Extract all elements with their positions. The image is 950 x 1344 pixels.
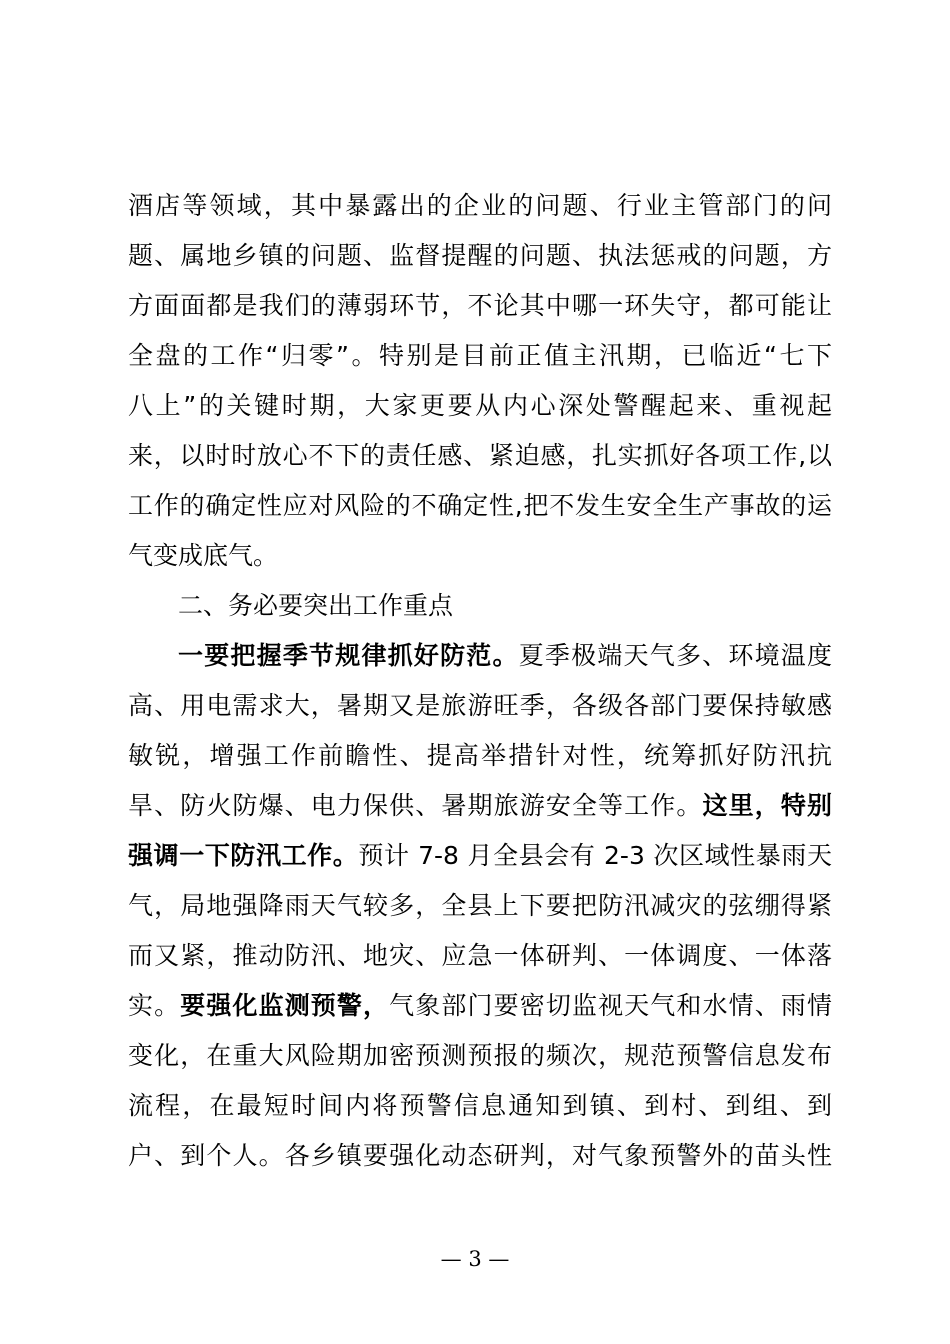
text-line: 题、属地乡镇的问题、监督提醒的问题、执法惩戒的问题，方	[128, 241, 832, 270]
text-segment: 预计 7-8 月全县会有 2-3 次区域性暴雨天	[358, 841, 832, 870]
text-line	[128, 981, 832, 1031]
text-line: 来，以时时放心不下的责任感、紧迫感，扎实抓好各项工作,以	[128, 441, 832, 470]
text-line: 流程，在最短时间内将预警信息通知到镇、到村、到组、到	[128, 1091, 832, 1120]
text-line: 酒店等领域，其中暴露出的企业的问题、行业主管部门的问	[128, 191, 832, 220]
text-line: 工作的确定性应对风险的不确定性,把不发生安全生产事故的运	[128, 491, 832, 520]
text-line: 高、用电需求大，暑期又是旅游旺季，各级各部门要保持敏感	[128, 691, 832, 720]
bold-emphasis-text: 这里，特别	[702, 791, 832, 820]
text-line: 变化，在重大风险期加密预测预报的频次，规范预警信息发布	[128, 1041, 832, 1070]
text-segment: 夏季极端天气多、环境温度	[518, 641, 832, 670]
text-segment: 旱、防火防爆、电力保供、暑期旅游安全等工作。	[128, 791, 703, 820]
document-body	[128, 181, 832, 1181]
text-segment: 实。	[128, 991, 181, 1020]
page-number: — 3 —	[440, 1247, 510, 1271]
text-line: 气变成底气。	[128, 541, 279, 570]
section-heading: 二、务必要突出工作重点	[178, 591, 454, 620]
bold-emphasis-text: 要强化监测预警，	[180, 991, 390, 1020]
text-line: 敏锐，增强工作前瞻性、提高举措针对性，统筹抓好防汛抗	[128, 741, 832, 770]
text-line	[128, 781, 832, 831]
bold-emphasis-text: 强调一下防汛工作。	[128, 841, 359, 870]
paragraph-seasonal-prevention	[128, 631, 832, 1181]
text-line	[128, 831, 832, 881]
text-line	[128, 631, 832, 681]
text-line: 气，局地强降雨天气较多，全县上下要把防汛减灾的弦绷得紧	[128, 891, 832, 920]
text-line: 而又紧，推动防汛、地灾、应急一体研判、一体调度、一体落	[128, 941, 832, 970]
bold-lead-text: 一要把握季节规律抓好防范。	[178, 641, 519, 670]
text-segment: 气象部门要密切监视天气和水情、雨情	[389, 991, 832, 1020]
text-line: 全盘的工作“归零”。特别是目前正值主汛期，已临近“七下	[128, 341, 832, 370]
text-line: 方面面都是我们的薄弱环节，不论其中哪一环失守，都可能让	[128, 291, 832, 320]
text-line: 户、到个人。各乡镇要强化动态研判，对气象预警外的苗头性	[128, 1141, 832, 1170]
paragraph-risk-awareness	[128, 181, 832, 581]
text-line: 八上”的关键时期，大家更要从内心深处警醒起来、重视起	[128, 391, 832, 420]
